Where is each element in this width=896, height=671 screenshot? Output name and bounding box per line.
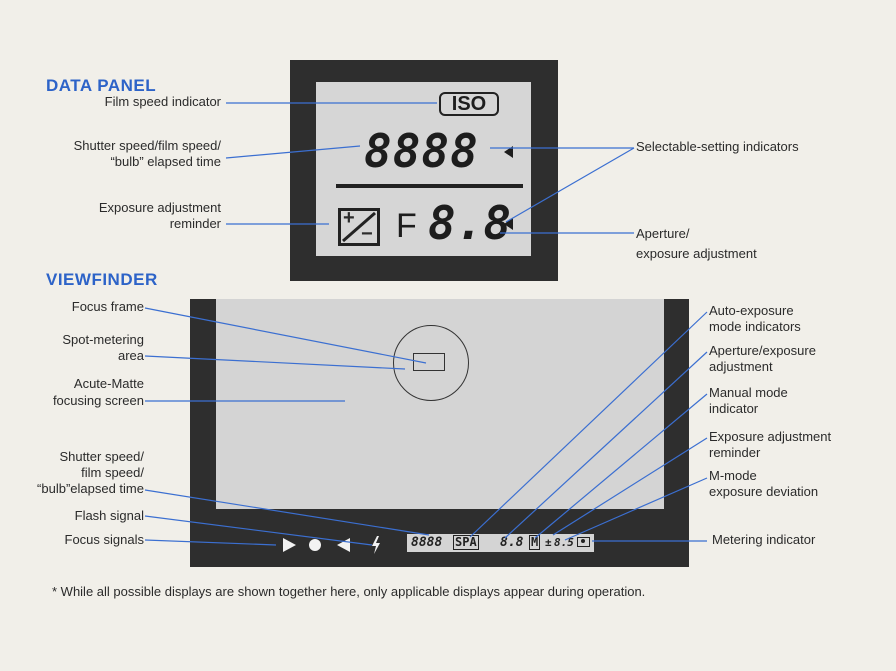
leader-vf-exposure-reminder	[553, 438, 707, 535]
acute-matte-label-line1: Acute-Matte	[73, 376, 144, 391]
leader-shutter-speed	[226, 146, 360, 158]
manual-mode-label-line2: indicator	[709, 401, 759, 416]
aperture-label-line2: exposure adjustment	[636, 246, 757, 261]
auto-exposure-label-line2: mode indicators	[709, 319, 801, 334]
m-mode-label-line2: exposure deviation	[709, 484, 819, 499]
shutter-label-line2: “bulb” elapsed time	[110, 154, 221, 169]
vf-manual-mode-indicator: M	[531, 535, 539, 549]
aperture-label-line1: Aperture/	[636, 226, 690, 241]
f-letter: F	[396, 207, 417, 245]
leader-vf-shutter	[145, 490, 429, 535]
comp-plus: +	[343, 207, 355, 229]
spot-metering-label-line2: area	[117, 348, 144, 363]
data-panel-heading: DATA PANEL	[46, 76, 157, 95]
vf-exposure-reminder-line2: reminder	[709, 445, 761, 460]
vf-shutter-label-line1: Shutter speed/	[59, 449, 144, 464]
leader-spot-metering	[145, 356, 405, 369]
vf-exposure-reminder-line1: Exposure adjustment	[709, 429, 832, 444]
vf-aperture-label-line2: adjustment	[709, 359, 773, 374]
leader-focus-frame	[145, 308, 426, 363]
exposure-reminder-line1: Exposure adjustment	[98, 200, 221, 215]
manual-mode-label-line1: Manual mode	[709, 385, 788, 400]
shutter-label-line1: Shutter speed/film speed/	[73, 138, 221, 153]
flash-signal-label: Flash signal	[74, 508, 144, 523]
acute-matte-label-line2: focusing screen	[52, 393, 144, 408]
vf-exposure-deviation: 8.5	[554, 536, 574, 549]
selectable-setting-label: Selectable-setting indicators	[636, 139, 799, 154]
leader-focus-signals	[145, 540, 276, 545]
film-speed-label: Film speed indicator	[104, 94, 221, 109]
focus-signals-label: Focus signals	[64, 532, 144, 547]
focus-frame-label: Focus frame	[71, 299, 144, 314]
vf-shutter-label-line3: “bulb”elapsed time	[37, 481, 144, 496]
iso-text: ISO	[451, 93, 487, 115]
leader-manual-mode	[535, 394, 707, 538]
metering-indicator-label: Metering indicator	[712, 532, 816, 547]
vf-aperture-label-line1: Aperture/exposure	[709, 343, 816, 358]
viewfinder-heading: VIEWFINDER	[46, 270, 158, 289]
leader-vf-aperture	[505, 352, 707, 538]
exposure-reminder-line2: reminder	[169, 216, 221, 231]
comp-minus: −	[361, 223, 373, 245]
leader-selectable-2	[506, 148, 634, 222]
spot-metering-label-line1: Spot-metering	[62, 332, 144, 347]
shutter-speed-digits: 8888	[364, 124, 479, 178]
leader-m-mode	[565, 478, 707, 540]
aperture-digits: 8.8	[428, 196, 512, 250]
footnote: * While all possible displays are shown together here, only applicable displays appear during operation.	[52, 584, 646, 599]
vf-shutter-label-line2: film speed/	[81, 465, 144, 480]
vf-aperture-digits: 8.8	[500, 535, 524, 550]
vf-auto-exposure-modes: SPA	[455, 535, 477, 549]
vf-shutter-digits: 8888	[411, 535, 443, 550]
vf-plus-minus-reminder: ±	[545, 536, 552, 549]
auto-exposure-label-line1: Auto-exposure	[709, 303, 794, 318]
m-mode-label-line1: M-mode	[709, 468, 757, 483]
